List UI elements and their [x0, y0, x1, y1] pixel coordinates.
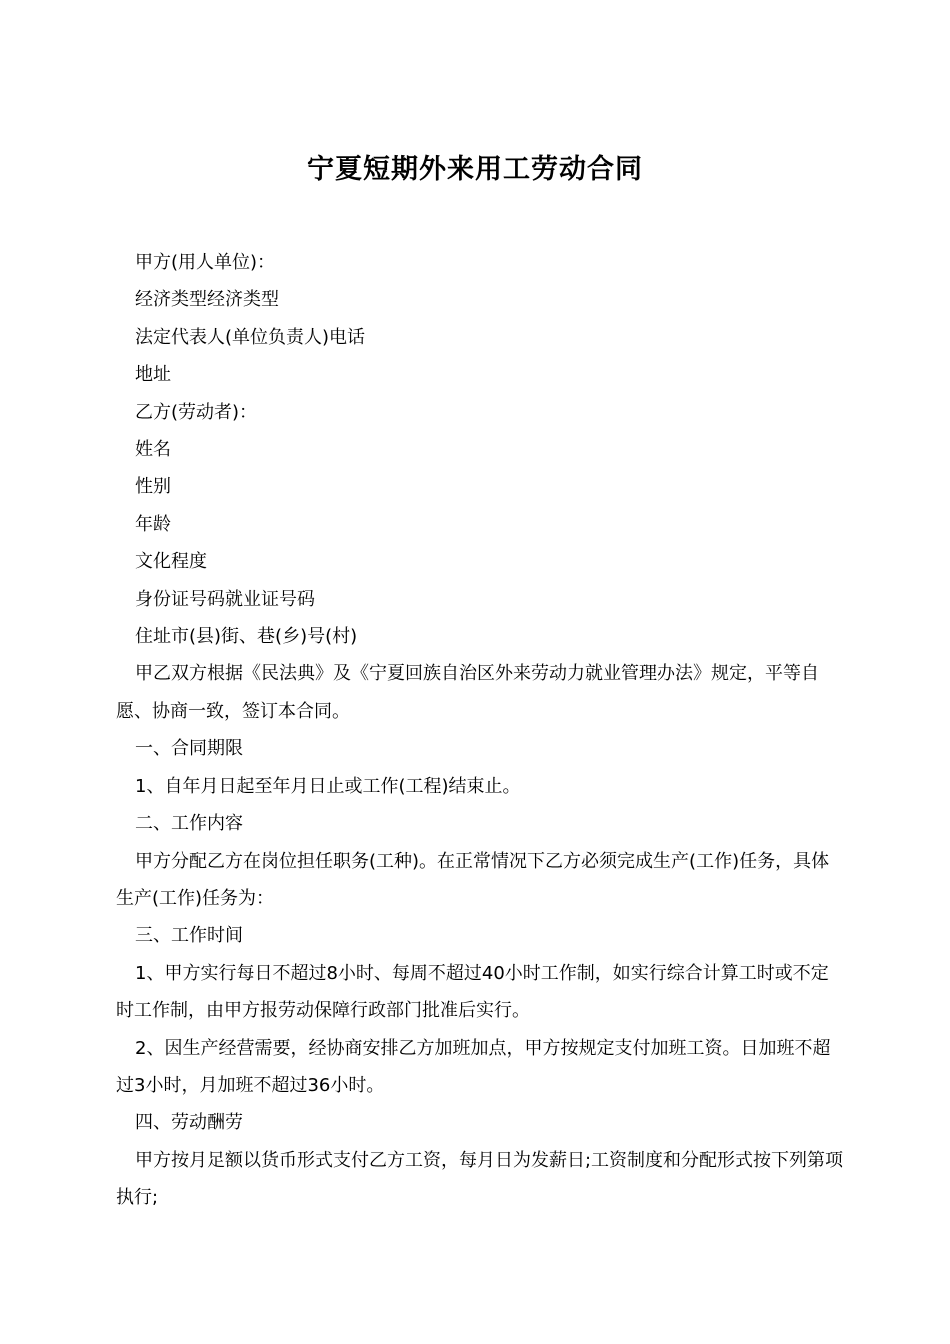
work-time-clause-1: 1、甲方实行每日不超过8小时、每周不超过40小时工作制，如实行综合计算工时或不定时工作制，由甲方报劳动保障行政部门批准后实行。	[116, 962, 829, 1022]
age-line: 年龄	[135, 513, 171, 535]
document-body	[116, 244, 844, 1217]
term-clause-1: 1、自年月日起至年月日止或工作(工程)结束止。	[135, 775, 521, 797]
gender-line: 性别	[135, 476, 171, 498]
address-line: 地址	[135, 364, 171, 386]
economic-type-line: 经济类型经济类型	[135, 289, 279, 311]
section-heading-term: 一、合同期限	[135, 738, 243, 760]
remuneration-paragraph: 甲方按月足额以货币形式支付乙方工资，每月日为发薪日;工资制度和分配形式按下列第项执行;	[116, 1149, 844, 1209]
work-time-clause-2: 2、因生产经营需要，经协商安排乙方加班加点，甲方按规定支付加班工资。日加班不超过3小时，月加班不超过36小时。	[116, 1037, 831, 1096]
party-b-heading: 乙方(劳动者)：	[135, 401, 258, 423]
work-content-paragraph: 甲方分配乙方在岗位担任职务(工种)。在正常情况下乙方必须完成生产(工作)任务，具体生产(工作)任务为：	[116, 850, 830, 909]
document-title: 宁夏短期外来用工劳动合同	[307, 154, 643, 186]
section-heading-work-content: 二、工作内容	[135, 813, 243, 835]
education-line: 文化程度	[135, 551, 207, 573]
preamble-paragraph: 甲乙双方根据《民法典》及《宁夏回族自治区外来劳动力就业管理办法》规定，平等自愿、协商一致，签订本合同。	[116, 663, 819, 722]
section-heading-remuneration: 四、劳动酬劳	[135, 1112, 243, 1134]
name-line: 姓名	[135, 439, 171, 461]
id-number-line: 身份证号码就业证号码	[135, 588, 315, 610]
party-a-heading: 甲方(用人单位)：	[135, 252, 276, 273]
residence-line: 住址市(县)街、巷(乡)号(村)	[135, 626, 358, 648]
section-heading-work-time: 三、工作时间	[135, 925, 243, 947]
legal-representative-line: 法定代表人(单位负责人)电话	[135, 326, 366, 348]
